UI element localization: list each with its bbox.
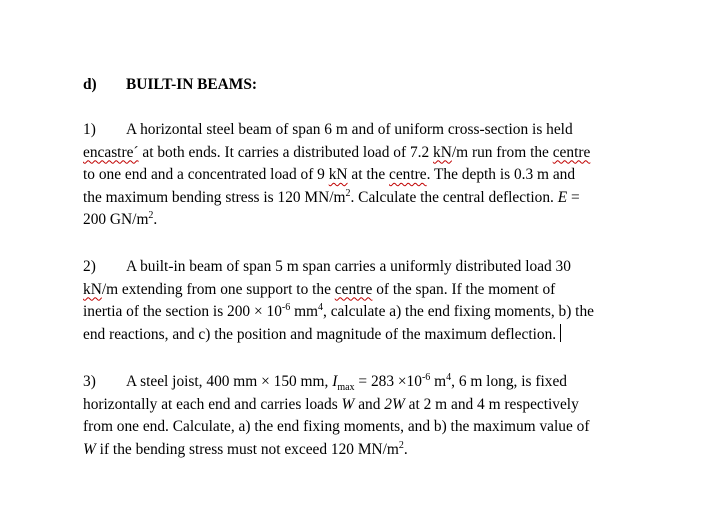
spellcheck-word[interactable]: centre [552,143,591,161]
problem-1-line-2: encastre´ at both ends. It carries a distributed load of 7.2 kN/m run from the centre [83,143,591,161]
problem-1-line-5: 200 $GN/m^2$. [83,209,158,228]
problem-1-line-3: to one end and a concentrated load of 9 kN at the centre. The depth is 0.3 m and [83,166,576,183]
spellcheck-word[interactable]: kN [328,166,348,183]
spellcheck-word[interactable]: kN [433,143,452,161]
spellcheck-word[interactable]: encastre´ [83,143,139,161]
section-heading [83,74,257,97]
problem-1-line-4: the maximum bending stress is 120 $MN/m^2$. Calculate the central deflection. E = [83,187,580,206]
problem-3 [83,371,643,461]
problem-2-line-3: inertia of the section is $200 \times 10^{-6}$ $mm^4$, calculate a) the end fixing moments, b) the [83,301,594,320]
problem-3-line-4: W if the bending stress must not exceed 120 $MN/m^2$. [83,439,408,458]
section-label: d) [83,76,97,93]
problem-1-line-1: 1) A horizontal steel beam of span 6 m and of uniform cross-section is held [83,119,643,142]
problem-2 [83,256,643,346]
problem-3-line-3: from one end. Calculate, a) the end fixing moments, and b) the maximum value of [83,418,590,435]
section-title: BUILT-IN BEAMS: [126,76,258,93]
problem-2-line-1: 2) A built-in beam of span 5 m span carries a uniformly distributed load 30 [83,256,643,279]
problem-2-line-2: kN/m extending from one support to the centre of the span. If the moment of [83,280,556,298]
problem-number: 2) [83,258,96,275]
problem-number: 1) [83,121,96,138]
spellcheck-word[interactable]: centre [334,280,373,298]
problem-3-line-1: 3) A steel joist, 400 mm × 150 mm, $I_{max} = 283 \times 10^{-6}$ $m^4$, 6 m long, is fixed [83,371,567,394]
text-cursor [560,324,561,342]
problem-number: 3) [83,373,96,390]
problem-3-line-2: horizontally at each end and carries loads W and 2W at 2 m and 4 m respectively [83,395,579,413]
problem-2-line-4: end reactions, and c) the position and magnitude of the maximum deflection. [83,324,643,347]
spellcheck-word[interactable]: kN [83,280,102,298]
spellcheck-word[interactable]: centre [389,166,427,183]
problem-1 [83,119,643,232]
